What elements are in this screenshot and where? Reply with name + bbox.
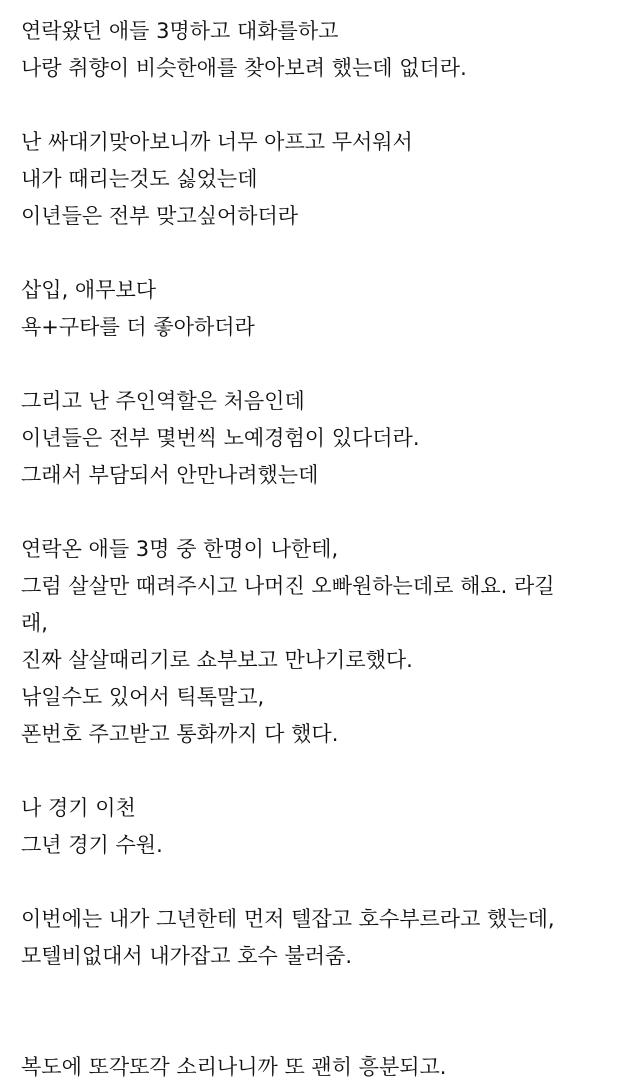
- text-line: 연락온 애들 3명 중 한명이 나한테,: [21, 537, 339, 561]
- paragraph-gap: [21, 235, 631, 272]
- paragraph-3: [21, 272, 631, 346]
- text-line: 연락왔던 애들 3명하고 대화를하고: [21, 19, 339, 43]
- text-line: 이년들은 전부 맞고싶어하더라: [21, 204, 299, 228]
- paragraph-7: [21, 901, 631, 975]
- text-line: 그래서 부담되서 안만나려했는데: [21, 463, 319, 487]
- paragraph-6: [21, 790, 631, 864]
- text-line: 낚일수도 있어서 틱톡말고,: [21, 685, 265, 709]
- paragraph-1: [21, 13, 631, 87]
- paragraph-gap: [21, 753, 631, 790]
- text-line: 그년 경기 수원.: [21, 833, 163, 857]
- paragraph-gap: [21, 494, 631, 531]
- text-line: 내가 때리는것도 싫었는데: [21, 167, 258, 191]
- text-line: 삽입, 애무보다: [21, 278, 157, 302]
- text-line: 이년들은 전부 몇번씩 노예경험이 있다더라.: [21, 426, 420, 450]
- text-line: 폰번호 주고받고 통화까지 다 했다.: [21, 722, 339, 746]
- text-line: 이번에는 내가 그년한테 먼저 텔잡고 호수부르라고 했는데,: [21, 907, 555, 931]
- text-line: 모텔비없대서 내가잡고 호수 불러줌.: [21, 944, 352, 968]
- paragraph-2: [21, 124, 631, 235]
- paragraph-gap: [21, 346, 631, 383]
- text-line: 나 경기 이천: [21, 796, 136, 820]
- paragraph-8: [21, 1049, 631, 1086]
- paragraph-gap: [21, 87, 631, 124]
- text-line: 복도에 또각또각 소리나니까 또 괜히 흥분되고.: [21, 1055, 447, 1079]
- text-line: 진짜 살살때리기로 쇼부보고 만나기로했다.: [21, 648, 413, 672]
- post-body: [21, 13, 631, 1086]
- paragraph-gap: [21, 975, 631, 1049]
- paragraph-5: [21, 531, 631, 753]
- text-line: 욕+구타를 더 좋아하더라: [21, 315, 255, 339]
- paragraph-4: [21, 383, 631, 494]
- paragraph-gap: [21, 864, 631, 901]
- text-line: 그럼 살살만 때려주시고 나머진 오빠원하는데로 해요. 라길: [21, 574, 555, 598]
- text-line: 그리고 난 주인역할은 처음인데: [21, 389, 305, 413]
- text-line: 래,: [21, 611, 48, 635]
- text-line: 난 싸대기맞아보니까 너무 아프고 무서워서: [21, 130, 413, 154]
- text-line: 나랑 취향이 비슷한애를 찾아보려 했는데 없더라.: [21, 56, 467, 80]
